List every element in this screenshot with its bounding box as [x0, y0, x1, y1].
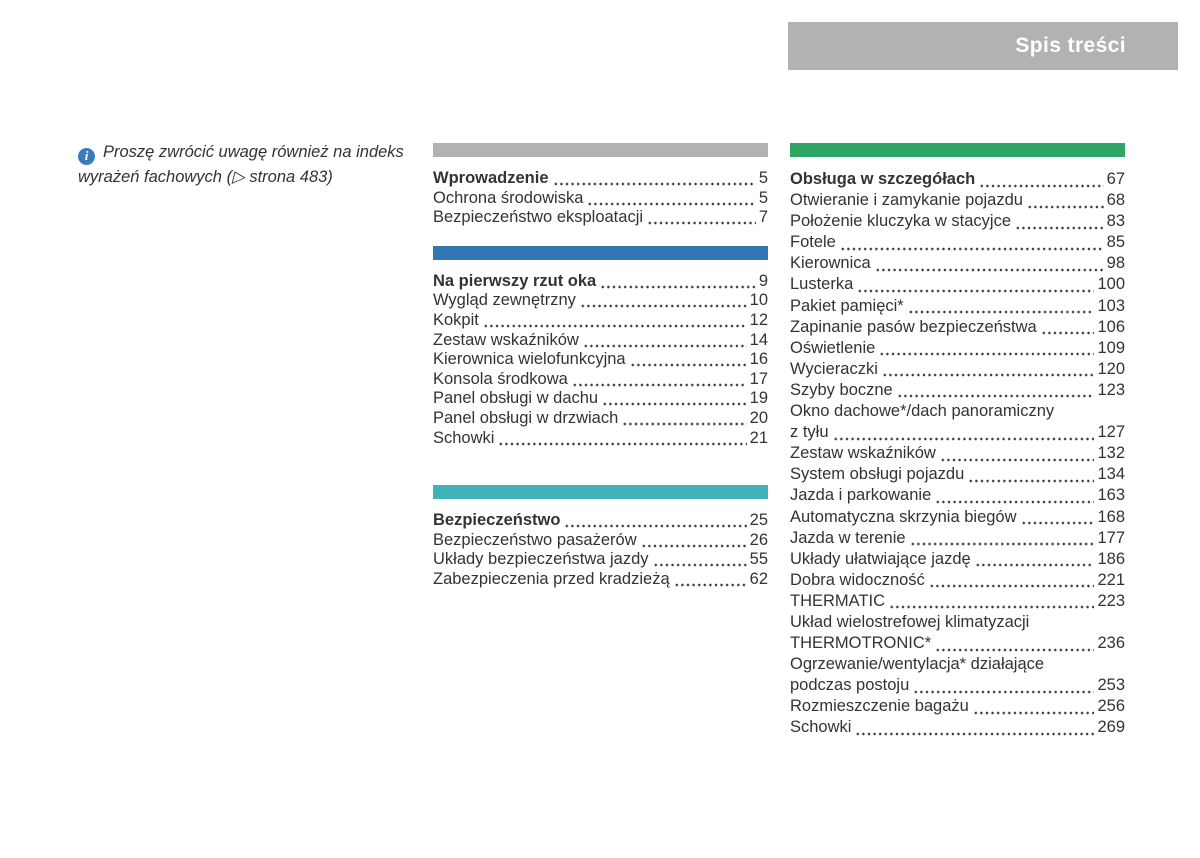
- toc-entry-page: 109: [1097, 338, 1125, 357]
- toc-entry-label: Panel obsługi w dachu: [433, 389, 599, 408]
- toc-entry: [790, 675, 1125, 696]
- dot-leader: [587, 189, 755, 209]
- section-color-bar: [433, 143, 768, 157]
- toc-entry-page: 269: [1097, 718, 1125, 737]
- toc-entry-page: 163: [1097, 486, 1125, 505]
- toc-entry: [790, 654, 1125, 675]
- toc-entry-page: 10: [749, 291, 768, 310]
- toc-entry-label: Bezpieczeństwo pasażerów: [433, 530, 637, 549]
- dot-leader: [889, 591, 1094, 612]
- dot-leader: [857, 274, 1094, 295]
- dot-leader: [855, 717, 1094, 738]
- dot-leader: [622, 409, 746, 429]
- toc-entry-label: Położenie kluczyka w stacyjce: [790, 212, 1012, 231]
- toc-entry-page: 236: [1097, 634, 1125, 653]
- toc-entry: [790, 612, 1125, 633]
- dot-leader: [653, 550, 747, 570]
- toc-entry-label: Ochrona środowiska: [433, 188, 584, 207]
- toc-entry: [790, 296, 1125, 317]
- toc-entry-page: 253: [1097, 676, 1125, 695]
- dot-leader: [879, 338, 1094, 359]
- toc-entry-page: 132: [1097, 444, 1125, 463]
- toc-entry-page: 103: [1097, 296, 1125, 315]
- toc-entry-label: Zapinanie pasów bezpieczeństwa: [790, 317, 1037, 336]
- dot-leader: [908, 296, 1095, 317]
- dot-leader: [498, 429, 746, 449]
- toc-entry-label: Zestaw wskaźników: [433, 330, 579, 349]
- toc-entry: [790, 169, 1125, 190]
- dot-leader: [641, 531, 747, 551]
- toc-entry: [433, 208, 768, 228]
- toc-entry: [433, 350, 768, 370]
- toc-entry-label: THERMATIC: [790, 591, 886, 610]
- dot-leader: [833, 422, 1095, 443]
- toc-entry: [790, 232, 1125, 253]
- toc-entry-label: Jazda w terenie: [790, 528, 906, 547]
- toc-entry-page: 123: [1097, 380, 1125, 399]
- toc-entry: [790, 190, 1125, 211]
- toc-entry: [433, 531, 768, 551]
- toc-section: [790, 143, 1125, 739]
- toc-entry-label: Kokpit: [433, 310, 479, 329]
- toc-entry-label: Automatyczna skrzynia biegów: [790, 507, 1017, 526]
- toc-entry: [433, 389, 768, 409]
- toc-entry-page: 100: [1097, 275, 1125, 294]
- section-color-bar: [433, 246, 768, 260]
- toc-entry-page: 19: [749, 389, 768, 408]
- dot-leader: [602, 389, 747, 409]
- toc-entry-label: Otwieranie i zamykanie pojazdu: [790, 191, 1023, 210]
- toc-entry-label: Układy bezpieczeństwa jazdy: [433, 550, 649, 569]
- page-title: Spis treści: [1015, 34, 1126, 57]
- toc-entry-label: Zabezpieczenia przed kradzieżą: [433, 569, 670, 588]
- dot-leader: [973, 696, 1095, 717]
- toc-entry-page: 67: [1106, 170, 1125, 188]
- toc-entry-page: 106: [1097, 317, 1125, 336]
- toc-entry: [790, 274, 1125, 295]
- toc-entry-label: Fotele: [790, 233, 836, 252]
- toc-entry: [790, 422, 1125, 443]
- toc-entry: [790, 359, 1125, 380]
- dot-leader: [929, 570, 1095, 591]
- toc-entry-page: 14: [749, 330, 768, 349]
- dot-leader: [975, 549, 1095, 570]
- toc-entry-label: Panel obsługi w drzwiach: [433, 408, 619, 427]
- toc-column-right: [790, 143, 1125, 739]
- toc-entry-label: Okno dachowe*/dach panoramiczny: [790, 402, 1055, 421]
- toc-entry-label: Kierownica wielofunkcyjna: [433, 350, 626, 369]
- dot-leader: [913, 675, 1094, 696]
- toc-entry-page: 5: [758, 188, 768, 207]
- toc-entry: [790, 549, 1125, 570]
- toc-entry: [790, 633, 1125, 654]
- toc-entry-page: 83: [1106, 212, 1125, 231]
- toc-entry-page: 55: [749, 550, 768, 569]
- dot-leader: [564, 511, 746, 531]
- dot-leader: [875, 253, 1104, 274]
- toc-entry-page: 17: [749, 369, 768, 388]
- toc-column-left: [433, 143, 768, 590]
- dot-leader: [882, 359, 1095, 380]
- dot-leader: [910, 528, 1095, 549]
- toc-entry: [433, 331, 768, 351]
- dot-leader: [553, 169, 756, 189]
- toc-entry-label: Ogrzewanie/wentylacja* działające: [790, 655, 1045, 674]
- dot-leader: [674, 570, 747, 590]
- toc-entry-page: 26: [749, 530, 768, 549]
- toc-entry-label: Rozmieszczenie bagażu: [790, 697, 969, 716]
- toc-section: [433, 485, 768, 589]
- toc-entry: [433, 370, 768, 390]
- toc-entry: [790, 211, 1125, 232]
- toc-entry-page: 168: [1097, 507, 1125, 526]
- toc-entry-label: Oświetlenie: [790, 338, 876, 357]
- toc-entry-page: 9: [758, 271, 768, 290]
- dot-leader: [483, 311, 747, 331]
- note-text: [78, 143, 404, 186]
- dot-leader: [1021, 507, 1095, 528]
- toc-entry-label: THERMOTRONIC*: [790, 634, 932, 653]
- toc-entry: [433, 570, 768, 590]
- toc-entry: [433, 511, 768, 531]
- toc-entry-label: Zestaw wskaźników: [790, 444, 936, 463]
- toc-entry-page: 12: [749, 310, 768, 329]
- toc-entry-label: Bezpieczeństwo: [433, 511, 561, 530]
- toc-entry: [790, 507, 1125, 528]
- dot-leader: [935, 485, 1094, 506]
- toc-entry-label: podczas postoju: [790, 676, 910, 695]
- toc-entry: [790, 696, 1125, 717]
- toc-entry-page: 5: [758, 169, 768, 187]
- section-color-bar: [433, 485, 768, 499]
- toc-entry-label: Kierownica: [790, 254, 871, 273]
- toc-entry-label: System obsługi pojazdu: [790, 465, 965, 484]
- toc-entry-label: Szyby boczne: [790, 380, 893, 399]
- toc-entry: [433, 311, 768, 331]
- toc-entry: [790, 401, 1125, 422]
- toc-entry-page: 25: [749, 511, 768, 530]
- section-color-bar: [790, 143, 1125, 157]
- dot-leader: [840, 232, 1104, 253]
- dot-leader: [572, 370, 747, 390]
- note-line: Proszę zwrócić uwagę również na indeks: [103, 143, 404, 161]
- dot-leader: [600, 272, 756, 292]
- toc-entry-page: 256: [1097, 697, 1125, 716]
- toc-entry-label: Obsługa w szczegółach: [790, 170, 976, 188]
- toc-entry: [790, 528, 1125, 549]
- toc-entry-page: 85: [1106, 233, 1125, 252]
- dot-leader: [968, 464, 1094, 485]
- toc-entry-label: Konsola środkowa: [433, 369, 568, 388]
- dot-leader: [580, 291, 747, 311]
- dot-leader: [1015, 211, 1104, 232]
- toc-entry-label: Bezpieczeństwo eksploatacji: [433, 208, 644, 227]
- toc-entry: [433, 291, 768, 311]
- toc-entry-label: Wprowadzenie: [433, 169, 549, 187]
- toc-entry: [790, 380, 1125, 401]
- dot-leader: [897, 380, 1095, 401]
- toc-entry: [790, 591, 1125, 612]
- dot-leader: [1041, 317, 1095, 338]
- toc-entry-page: 16: [749, 350, 768, 369]
- toc-entry-label: Schowki: [790, 718, 852, 737]
- toc-section: [433, 143, 768, 228]
- toc-entry: [433, 169, 768, 189]
- toc-entry-page: 62: [749, 569, 768, 588]
- toc-entry: [433, 550, 768, 570]
- toc-entry-page: 177: [1097, 528, 1125, 547]
- toc-entry: [790, 485, 1125, 506]
- toc-entry-page: 68: [1106, 191, 1125, 210]
- toc-entry-label: Lusterka: [790, 275, 854, 294]
- toc-entry-page: 127: [1097, 423, 1125, 442]
- toc-entry: [433, 409, 768, 429]
- dot-leader: [1027, 190, 1104, 211]
- toc-entry-page: 21: [749, 428, 768, 447]
- toc-entry-label: Pakiet pamięci*: [790, 296, 904, 315]
- toc-entry-label: Schowki: [433, 428, 495, 447]
- toc-entry: [433, 272, 768, 292]
- dot-leader: [935, 633, 1094, 654]
- toc-entry-label: Jazda i parkowanie: [790, 486, 932, 505]
- toc-entry-label: Dobra widoczność: [790, 570, 925, 589]
- toc-entry-label: Układ wielostrefowej klimatyzacji: [790, 612, 1030, 631]
- toc-entry-label: Na pierwszy rzut oka: [433, 271, 597, 290]
- toc-entry: [790, 253, 1125, 274]
- toc-entry: [790, 338, 1125, 359]
- dot-leader: [647, 208, 756, 228]
- dot-leader: [979, 169, 1103, 190]
- toc-entry: [790, 717, 1125, 738]
- dot-leader: [940, 443, 1095, 464]
- toc-entry: [790, 317, 1125, 338]
- toc-entry-label: z tyłu: [790, 423, 829, 442]
- toc-entry: [433, 189, 768, 209]
- page-header-bar: [788, 22, 1178, 70]
- toc-entry: [790, 443, 1125, 464]
- index-note: [78, 140, 443, 189]
- toc-entry-label: Wygląd zewnętrzny: [433, 291, 576, 310]
- dot-leader: [583, 331, 747, 351]
- toc-entry-page: 98: [1106, 254, 1125, 273]
- toc-entry-label: Układy ułatwiające jazdę: [790, 549, 971, 568]
- dot-leader: [630, 350, 747, 370]
- toc-entry-page: 223: [1097, 591, 1125, 610]
- toc-entry: [790, 570, 1125, 591]
- toc-entry: [790, 464, 1125, 485]
- toc-entry-page: 120: [1097, 359, 1125, 378]
- toc-entry-page: 7: [758, 208, 768, 227]
- toc-entry: [433, 429, 768, 449]
- note-line: wyrażeń fachowych (▷ strona 483): [78, 167, 333, 186]
- toc-entry-page: 221: [1097, 570, 1125, 589]
- toc-section: [433, 246, 768, 448]
- toc-entry-page: 20: [749, 408, 768, 427]
- info-icon: i: [78, 148, 95, 165]
- toc-entry-label: Wycieraczki: [790, 359, 878, 378]
- toc-entry-page: 186: [1097, 549, 1125, 568]
- toc-entry-page: 134: [1097, 465, 1125, 484]
